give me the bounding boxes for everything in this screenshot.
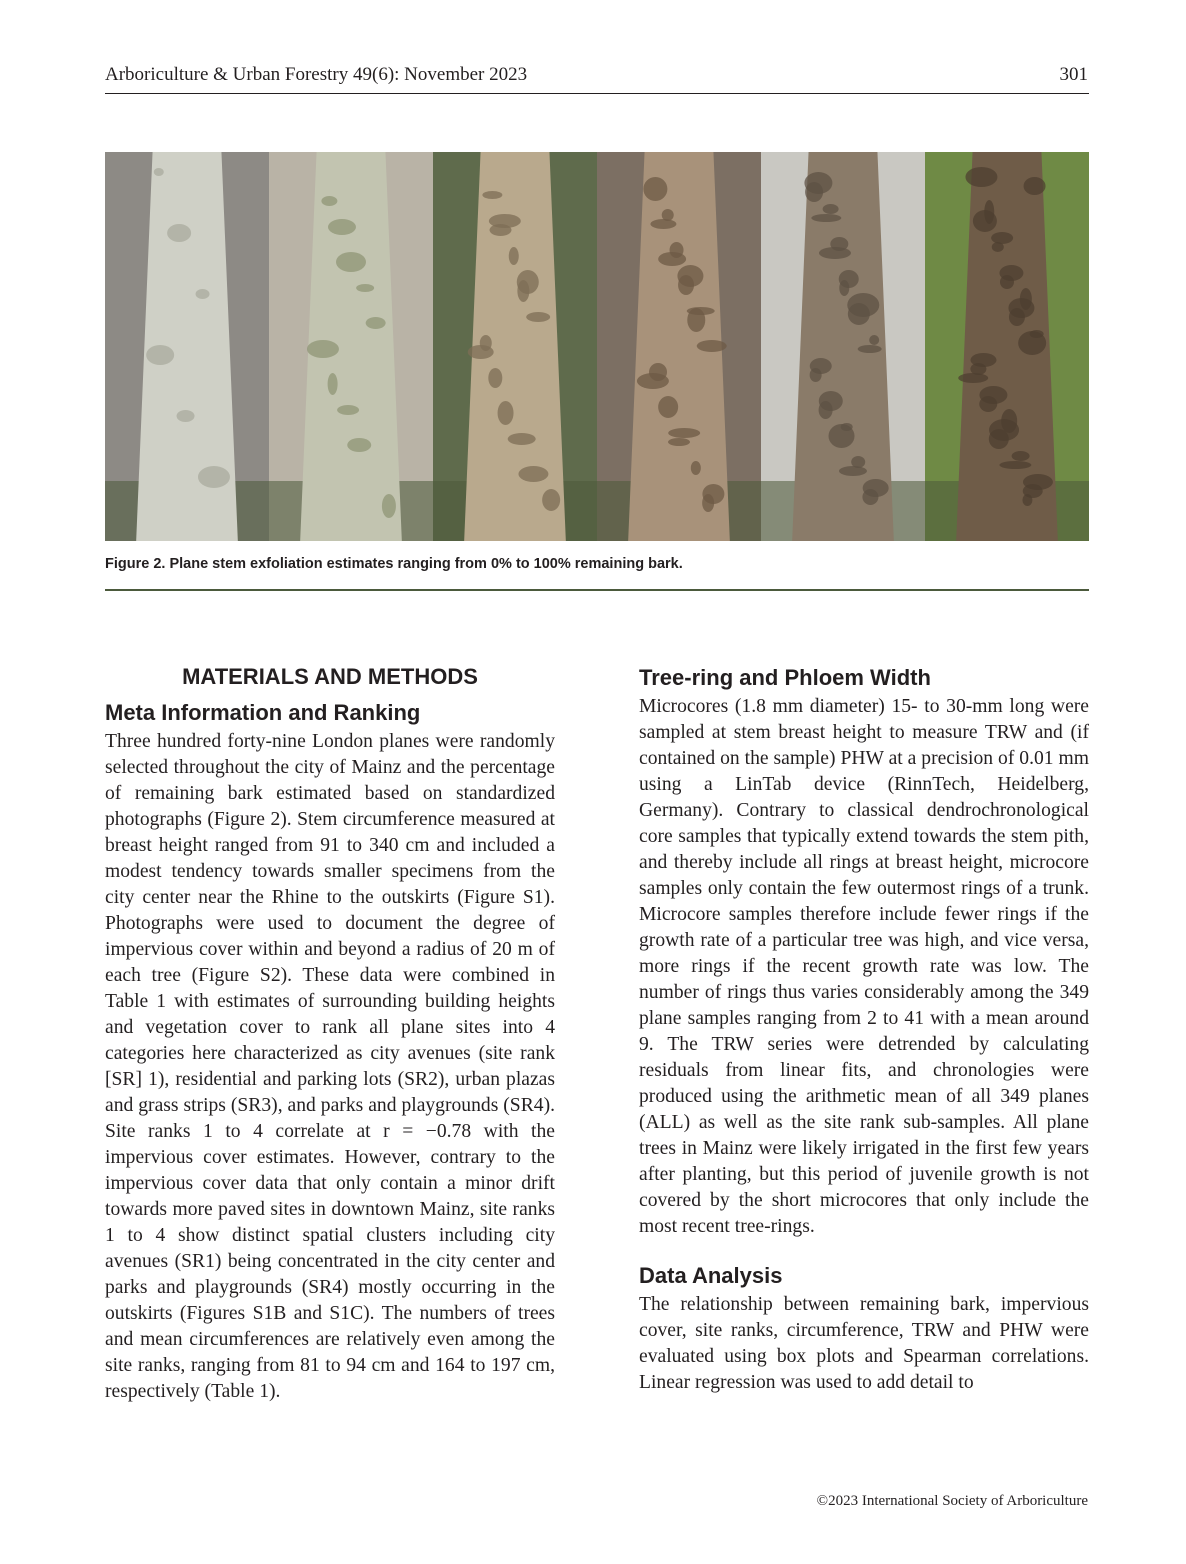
bark-photo-collage (105, 152, 1089, 541)
bark-patch (1024, 177, 1046, 195)
bark-patch (687, 307, 715, 315)
bark-patch (863, 479, 889, 497)
figure-caption: Figure 2. Plane stem exfoliation estimates ranging from 0% to 100% remaining bark. (105, 556, 683, 572)
bark-patch (810, 358, 832, 374)
bark-patch (509, 247, 519, 265)
subheading-meta-information: Meta Information and Ranking (105, 700, 421, 725)
bark-patch (482, 191, 502, 199)
bark-patch (662, 209, 674, 221)
bark-patch (542, 489, 560, 511)
bark-patch (677, 265, 703, 287)
paragraph-tree-ring: Microcores (1.8 mm diameter) 15- to 30-mm long were sampled at stem breast height to measure TRW and (if contained on the sample) PHW at a precision of 0.01 mm using a LinTab device (RinnTech, Heidelberg, Germany). Contrary to classical dendrochronological core samples that typically extend towards the stem pith, and thereby include all rings at breast height, microcore samples only contain the few outermost rings of a trunk. Microcore samples therefore include fewer rings if the growth rate of a particular tree was high, and vice versa, more rings if the recent growth rate was low. The number of rings thus varies considerably among the 349 plane samples ranging from 2 to 41 with a mean around 9. The TRW series were detrended by calculating residuals from linear fits, and chronologies were produced using the arithmetic mean of all 349 planes (ALL) as well as the site rank sub-samples. All plane trees in Mainz were likely irrigated in the first few years after planting, but this period of juvenile growth is not covered by the short microcores that only include the most recent tree-rings. (639, 696, 1089, 1237)
subheading-data-analysis: Data Analysis (639, 1263, 783, 1288)
bark-patch (517, 270, 539, 294)
paragraph-data-analysis: The relationship between remaining bark, impervious cover, site ranks, circumference, TRW and PHW were evaluated using box plots and Spearman correlations. Linear regression was used to add detail to (639, 1294, 1089, 1393)
bark-patch (979, 386, 1007, 404)
section-title: MATERIALS AND METHODS (182, 664, 478, 689)
bark-panel (925, 152, 1089, 541)
right-column (639, 662, 1089, 1396)
left-column (105, 662, 555, 1405)
bark-patch (328, 373, 338, 395)
bark-patch (999, 265, 1023, 281)
bark-panel (761, 152, 926, 541)
bark-patch (518, 466, 548, 482)
bark-patch (382, 494, 396, 518)
bark-patch (1020, 288, 1032, 310)
bark-patch (668, 428, 700, 438)
bark-patch (830, 237, 848, 251)
bark-patch (366, 317, 386, 329)
bark-patch (154, 168, 164, 176)
bark-patch (488, 368, 502, 388)
bark-patch (999, 461, 1031, 469)
bark-patch (858, 345, 882, 353)
bark-patch (804, 172, 832, 194)
bark-patch (811, 214, 841, 222)
bark-patch (702, 484, 724, 504)
paragraph-meta-information: Three hundred forty-nine London planes were randomly selected throughout the city of Mainz and the percentage of remaining bark estimated based on standardized photographs (Figure 2). Stem circumference measured at breast height ranged from 91 to 340 cm and included a modest tendency towards smaller specimens from the city center near the Rhine to the outskirts (Figure S1). Photographs were used to document the degree of impervious cover within and beyond a radius of 20 m of each tree (Figure S2). These data were combined in Table 1 with estimates of surrounding building heights and vegetation cover to rank all plane sites into 4 categories here characterized as city avenues (site rank [SR] 1), residential and parking lots (SR2), urban plazas and grass strips (SR3), and parks and playgrounds (SR4). Site ranks 1 to 4 correlate at r = −0.78 with the impervious cover estimates. However, contrary to the impervious cover data that only contain a minor drift towards more paved sites in downtown Mainz, site ranks 1 to 4 show distinct spatial clusters including city avenues (SR1) being concentrated in the city center and parks and playgrounds (SR4) mostly occurring in the outskirts (Figures S1B and S1C). The numbers of trees and mean circumferences are relatively even among the site ranks, ranging from 81 to 94 cm and 164 to 197 cm, respectively (Table 1). (105, 731, 555, 1402)
bark-patch (869, 335, 879, 345)
header-rule (105, 93, 1089, 94)
bark-patch (489, 214, 521, 228)
bark-patch (958, 373, 988, 383)
bark-panel (597, 152, 762, 541)
bark-patch (177, 410, 195, 422)
bark-patch (984, 200, 994, 224)
bark-patch (526, 312, 550, 322)
bark-patch (337, 405, 359, 415)
bark-patch (508, 433, 536, 445)
bark-patch (347, 438, 371, 452)
bark-patch (1023, 474, 1053, 490)
bark-patch (650, 219, 676, 229)
bark-patch (839, 466, 867, 476)
bark-panel (269, 152, 434, 541)
bark-patch (1030, 330, 1044, 338)
bark-patch (670, 242, 684, 258)
bark-panel (433, 152, 598, 541)
bark-patch (321, 196, 337, 206)
running-header-journal: Arboriculture & Urban Forestry 49(6): November 2023 (105, 64, 528, 85)
bark-patch (991, 232, 1013, 244)
bark-patch (328, 219, 356, 235)
caption-rule (105, 589, 1089, 591)
bark-patch (643, 177, 667, 201)
bark-patch (668, 438, 690, 446)
bark-patch (658, 396, 678, 418)
bark-patch (336, 252, 366, 272)
bark-patch (196, 289, 210, 299)
bark-patch (198, 466, 230, 488)
bark-patch (498, 401, 514, 425)
bark-patch (307, 340, 339, 358)
bark-patch (480, 335, 492, 351)
bark-patch (847, 293, 879, 317)
bark-patch (841, 423, 853, 431)
bark-patch (1001, 409, 1017, 433)
bark-patch (970, 353, 996, 367)
subheading-tree-ring: Tree-ring and Phloem Width (639, 665, 931, 690)
bark-patch (819, 391, 843, 411)
bark-patch (965, 167, 997, 187)
figure-2-photo-strip (105, 152, 1089, 541)
bark-patch (697, 340, 727, 352)
page-number: 301 (1059, 64, 1088, 85)
bark-patch (146, 345, 174, 365)
spacer (639, 1240, 1089, 1260)
bark-patch (691, 461, 701, 475)
copyright-footer: ©2023 International Society of Arboriculture (816, 1493, 1088, 1509)
bark-patch (823, 204, 839, 214)
bark-patch (1012, 451, 1030, 461)
bark-patch (167, 224, 191, 242)
bark-patch (356, 284, 374, 292)
bark-patch (649, 363, 667, 381)
bark-patch (851, 456, 865, 468)
bark-patch (839, 270, 859, 288)
bark-panel (105, 152, 270, 541)
